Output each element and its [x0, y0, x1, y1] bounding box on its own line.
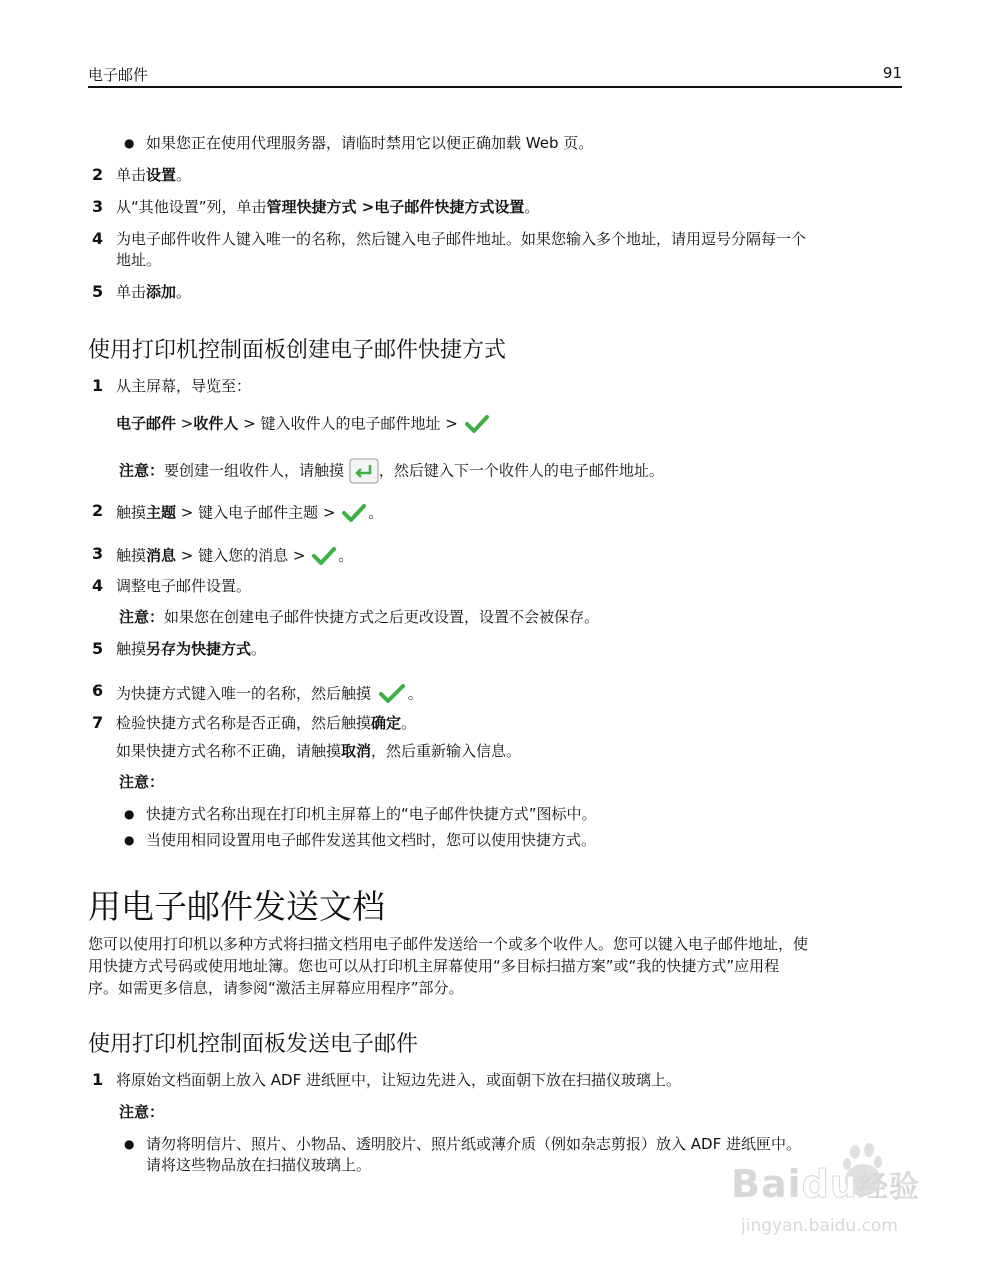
step-text-line2: 地址。 [116, 251, 162, 269]
step-text-bold: 取消 [341, 742, 372, 760]
step-number: 3 [92, 544, 104, 563]
section-heading-create-shortcut: 使用打印机控制面板创建电子邮件快捷方式 [88, 338, 507, 363]
step-number: 2 [92, 165, 104, 184]
step-text: 调整电子邮件设置。 [116, 577, 252, 595]
step-text-pre: 如果快捷方式名称不正确，请触摸 [116, 742, 342, 760]
paragraph-line: 您可以使用打印机以多种方式将扫描文档用电子邮件发送给一个或多个收件人。您可以键入电子邮件地址，使 [88, 935, 809, 953]
note-text-pre: 要创建一组收件人，请触摸 [164, 461, 345, 480]
note-text-post: ，然后键入下一个收件人的电子邮件地址。 [378, 461, 664, 480]
path-email: 电子邮件 [116, 414, 177, 433]
step-number: 1 [92, 376, 104, 395]
note-label [119, 772, 164, 792]
step-text-bold: 另存为快捷方式 [146, 640, 252, 658]
step-text-post: > 键入您的消息 > [176, 546, 306, 565]
step-text-bold: 主题 [146, 503, 177, 522]
note-label: 注意： [119, 608, 165, 626]
step-text [116, 197, 539, 217]
checkmark-icon [310, 544, 338, 568]
baidu-watermark [723, 1140, 933, 1240]
note-label-text: 注意： [119, 773, 165, 791]
step-text-end: 。 [368, 503, 384, 522]
step-text-post: 。 [176, 283, 192, 301]
watermark-url: jingyan.baidu.com [741, 1216, 898, 1236]
path-rest: > 键入收件人的电子邮件地址 > [238, 414, 458, 433]
header-section: 电子邮件 [88, 66, 149, 84]
list-item: 当使用相同设置用电子邮件发送其他文档时，您可以使用快捷方式。 [146, 831, 597, 849]
paragraph-line: 用快捷方式号码或使用地址簿。您也可以从打印机主屏幕使用“多目标扫描方案”或“我的快捷方式”应用程 [88, 957, 780, 975]
step-text-post: 。 [176, 166, 192, 184]
step-number: 3 [92, 197, 104, 216]
step-number: 5 [92, 282, 104, 301]
watermark-brand [731, 1162, 920, 1206]
step-number: 6 [92, 681, 104, 700]
step-text [116, 165, 191, 185]
bullet-icon: ● [124, 1137, 135, 1151]
note-label: 注意： [119, 461, 165, 480]
step-text [116, 713, 416, 733]
step-text-post: 。 [401, 714, 417, 732]
bullet-icon: ● [124, 807, 135, 821]
running-header [88, 62, 902, 88]
step-text-pre: 单击 [116, 166, 147, 184]
navigation-path [116, 412, 491, 436]
step-text-pre: 触摸 [116, 640, 147, 658]
step-text: 从主屏幕，导览至： [116, 377, 252, 395]
page-number: 91 [882, 64, 902, 82]
step-text-pre: 触摸 [116, 546, 147, 565]
step-text [116, 282, 191, 302]
step-text-post: ，然后重新输入信息。 [371, 742, 522, 760]
enter-key-icon [349, 458, 379, 484]
step-text-post: 。 [524, 198, 540, 216]
checkmark-icon [376, 681, 408, 707]
step-text [116, 639, 266, 659]
step-text-pre: 触摸 [116, 503, 147, 522]
step-text-pre: 检验快捷方式名称是否正确，然后触摸 [116, 714, 372, 732]
step-text-post: > 键入电子邮件主题 > [176, 503, 336, 522]
step-number: 4 [92, 576, 104, 595]
step-text-bold: 消息 [146, 546, 177, 565]
step-text-bold: 确定 [371, 714, 402, 732]
paragraph-line: 序。如需更多信息，请参阅“激活主屏幕应用程序”部分。 [88, 979, 464, 997]
step-text-pre: 从“其他设置”列，单击 [116, 198, 267, 216]
list-item-line2: 请将这些物品放在扫描仪玻璃上。 [146, 1156, 372, 1174]
step-number: 5 [92, 639, 104, 658]
step-text: 将原始文档面朝上放入 ADF 进纸匣中，让短边先进入，或面朝下放在扫描仪玻璃上。 [116, 1071, 681, 1089]
section-heading-send-email: 使用打印机控制面板发送电子邮件 [88, 1032, 419, 1057]
step-text-bold: 设置 [146, 166, 177, 184]
step-text-end: 。 [407, 684, 423, 703]
step-number: 2 [92, 501, 104, 520]
watermark-suffix: 经验 [857, 1170, 920, 1205]
step-text [116, 501, 383, 525]
note-label-text: 注意： [119, 1103, 165, 1121]
checkmark-icon [463, 412, 491, 436]
checkmark-icon [340, 501, 368, 525]
section-heading-send-document: 用电子邮件发送文档 [88, 887, 385, 926]
list-item-line1: 请勿将明信片、照片、小物品、透明胶片、照片纸或薄介质（例如杂志剪报）放入 ADF 进纸匣中。 [146, 1135, 801, 1153]
note-label [119, 1102, 164, 1122]
step-text-bold: 添加 [146, 283, 177, 301]
bullet-icon: ● [124, 833, 135, 847]
note [119, 607, 599, 627]
note [119, 458, 664, 484]
step-text-pre: 为快捷方式键入唯一的名称，然后触摸 [116, 684, 372, 703]
bullet-icon: ● [124, 136, 135, 150]
step-text-post: 。 [251, 640, 267, 658]
step-text-end: 。 [338, 546, 354, 565]
step-number: 1 [92, 1070, 104, 1089]
watermark-brand-a: Bai [731, 1162, 802, 1206]
watermark-brand-b: du [801, 1162, 858, 1206]
step-text [116, 681, 423, 707]
step-text-pre: 单击 [116, 283, 147, 301]
step-text-continuation [116, 741, 521, 761]
step-text-bold: 管理快捷方式 >电子邮件快捷方式设置 [266, 198, 525, 216]
list-item: 快捷方式名称出现在打印机主屏幕上的“电子邮件快捷方式”图标中。 [146, 805, 597, 823]
step-text-line1: 为电子邮件收件人键入唯一的名称，然后键入电子邮件地址。如果您输入多个地址，请用逗号分隔每一个 [116, 230, 807, 248]
step-number: 7 [92, 713, 104, 732]
path-recipients: 收件人 [193, 414, 239, 433]
path-sep: > [176, 414, 194, 433]
intro-bullet: 如果您正在使用代理服务器，请临时禁用它以便正确加载 Web 页。 [146, 134, 594, 152]
step-number: 4 [92, 229, 104, 248]
step-text [116, 544, 353, 568]
note-text: 如果您在创建电子邮件快捷方式之后更改设置，设置不会被保存。 [164, 608, 600, 626]
